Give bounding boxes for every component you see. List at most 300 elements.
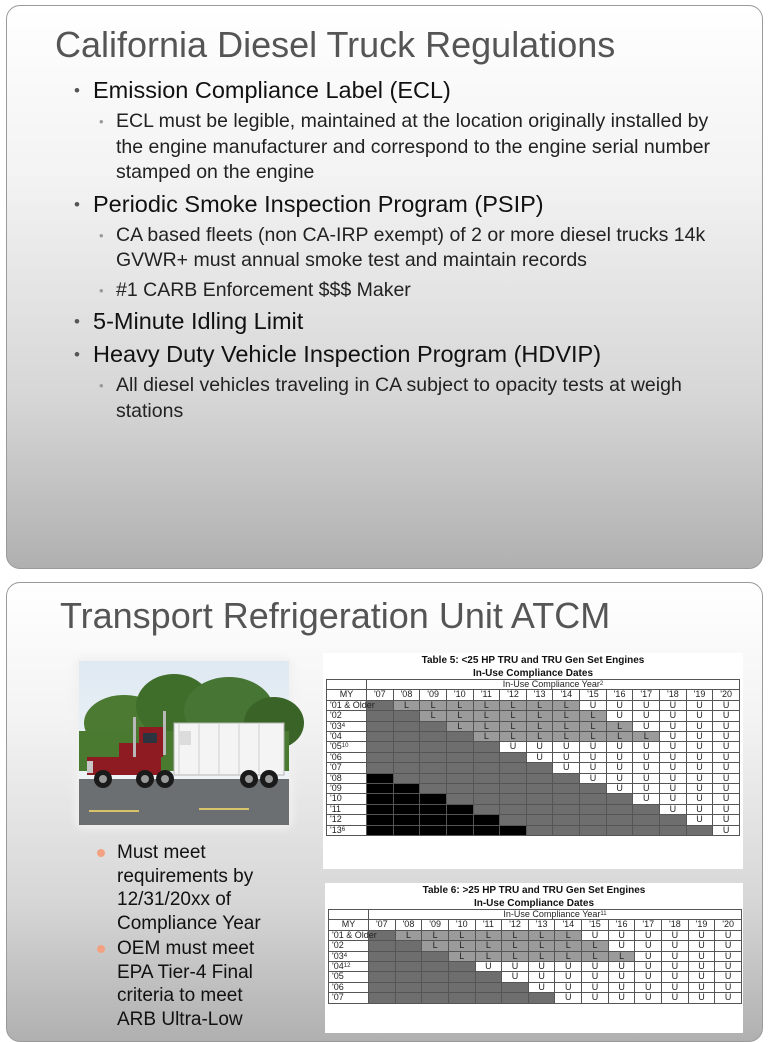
table-cell: U [555,982,582,992]
table-cell [369,982,396,992]
table-cell [395,962,422,972]
table-cell [580,794,607,804]
table-cell: U [715,941,742,951]
row-label [329,951,369,961]
table-cell: U [688,951,715,961]
table-cell: U [580,752,607,762]
table-cell [633,825,660,835]
table-cell: L [473,700,500,710]
table-cell: U [635,972,662,982]
table-cell [475,982,502,992]
table-cell: L [526,721,553,731]
table-cell [422,993,449,1003]
table-cell [420,763,447,773]
table-cell [420,752,447,762]
table-cell: U [715,962,742,972]
table-cell [502,993,529,1003]
row-label [329,941,369,951]
table-cell [393,742,420,752]
table-cell: U [633,784,660,794]
table-cell [422,951,449,961]
table-cell [393,763,420,773]
row-label-text: '02 [332,940,344,951]
table-cell [660,825,687,835]
table-cell: L [448,951,475,961]
table-cell [500,784,527,794]
table-cell [395,993,422,1003]
table-cell: U [660,700,687,710]
table-cell: L [502,930,529,940]
table-cell: U [713,711,740,721]
table-row [329,982,742,992]
table-cell [580,784,607,794]
table-cell [367,711,394,721]
compliance-table-5 [323,653,743,869]
table-cell: U [715,993,742,1003]
row-label [327,699,375,710]
table-cell [686,825,713,835]
header-blank [329,910,369,920]
column-header-year: '07 [369,920,396,930]
column-header-year: '19 [686,690,713,700]
table-cell [393,784,420,794]
table-cell [367,794,394,804]
table-cell [580,815,607,825]
table-cell [475,993,502,1003]
table-cell [420,804,447,814]
table-cell [420,721,447,731]
table-cell [473,825,500,835]
table-cell [420,773,447,783]
row-label [329,972,369,982]
table-cell [553,773,580,783]
table-cell: U [713,742,740,752]
table-cell [420,825,447,835]
table-cell: L [448,941,475,951]
table-cell: U [660,763,687,773]
row-label [329,993,369,1003]
table-cell [660,815,687,825]
row-label [327,732,367,742]
column-header-year: '20 [715,920,742,930]
sub-bullet-item: • ECL must be legible, maintained at the location originally installed by the engine manufacturer and correspond to the engine serial number stamped on the engine [71,109,721,186]
table-cell: U [686,711,713,721]
table-cell: L [395,930,422,940]
table-cell [500,773,527,783]
compliance-table-6 [325,883,743,1033]
table-row [327,763,740,773]
bullet-item: • Heavy Duty Vehicle Inspection Program (HDVIP) [71,340,721,369]
sub-bullet-item: • CA based fleets (non CA-IRP exempt) of 2 or more diesel trucks 14k GVWR+ must annual smoke test and maintain records [71,223,721,274]
table-cell: U [582,930,609,940]
table-cell: L [606,721,633,731]
row-label [327,752,367,762]
table-cell: U [606,742,633,752]
table-cell: U [662,941,689,951]
table-cell: L [420,700,447,710]
table-cell: U [662,930,689,940]
row-label-footnote: 4 [343,952,348,959]
row-label-text: '03 [332,950,344,961]
table-cell: L [555,951,582,961]
slide-tru-atcm [6,582,763,1042]
table-cell: L [526,711,553,721]
bullet-list [71,76,721,428]
table-row [327,794,740,804]
table-cell [473,804,500,814]
table-cell [500,825,527,835]
table-cell: U [580,700,607,710]
table-cell: L [475,930,502,940]
table-cell: L [420,711,447,721]
table-cell [367,763,394,773]
table-cell [420,732,447,742]
row-label [327,815,367,825]
header-text: In-Use Compliance Year [503,909,601,919]
table-row [329,962,742,972]
row-label-text: '06 [330,751,342,762]
table-cell: U [713,732,740,742]
table-cell [500,815,527,825]
table-cell [367,732,394,742]
table-title: Table 6: >25 HP TRU and TRU Gen Set Engines [422,885,646,896]
table-cell: U [660,721,687,731]
table-cell [446,732,473,742]
table-cell: L [608,951,635,961]
header-blank [327,680,367,690]
row-label-footnote: 10 [341,743,349,750]
table-cell: U [662,962,689,972]
column-header-year: '17 [635,920,662,930]
table-cell: L [553,711,580,721]
table-cell: U [633,763,660,773]
table-cell [367,815,394,825]
table-cell: U [633,742,660,752]
table-cell [606,804,633,814]
table-cell: U [686,721,713,731]
table-cell: L [500,700,527,710]
table-row [329,972,742,982]
table-cell: U [635,962,662,972]
column-header-year: '12 [502,920,529,930]
table-cell: U [633,773,660,783]
table-cell: U [580,742,607,752]
table-cell: L [553,721,580,731]
row-label-text: '05 [330,741,342,752]
table-cell: U [555,972,582,982]
table-row [327,732,740,742]
slide-title: Transport Refrigeration Unit ATCM [60,595,611,636]
column-header-year: '15 [580,690,607,700]
table-cell [393,711,420,721]
table-cell [395,982,422,992]
table-cell [473,815,500,825]
table-cell [367,742,394,752]
row-label [327,784,367,794]
table-cell: U [688,972,715,982]
table-cell [422,982,449,992]
column-header-year: '17 [633,690,660,700]
row-label-text: '13 [330,824,342,835]
table-cell: U [688,962,715,972]
table-cell [367,825,394,835]
column-header-year: '14 [555,920,582,930]
table-cell [393,804,420,814]
table-cell: L [473,711,500,721]
row-label-text: '07 [330,762,342,773]
header-text: In-Use Compliance Year [502,679,600,689]
table-title: Table 5: <25 HP TRU and TRU Gen Set Engines [421,655,645,666]
row-label-text: '01 & Older [332,929,377,940]
table-cell [393,794,420,804]
table-cell: U [502,962,529,972]
table-cell [446,773,473,783]
table-cell: L [555,930,582,940]
row-label-text: '01 & Older [330,699,375,710]
table-cell [446,763,473,773]
table-cell [473,752,500,762]
compliance-grid [326,679,740,836]
table-cell [446,794,473,804]
table-cell: U [582,982,609,992]
table-cell: U [553,752,580,762]
truck-photo [79,661,289,825]
table-cell [502,982,529,992]
table-cell: U [580,763,607,773]
header-compliance-year [367,680,740,690]
table-cell: U [713,794,740,804]
table-cell: U [686,794,713,804]
table-cell: U [528,972,555,982]
table-cell [475,972,502,982]
truck-illustration [79,661,289,825]
table-cell: L [528,941,555,951]
table-cell: U [686,700,713,710]
table-cell: L [446,711,473,721]
table-cell: L [422,930,449,940]
table-row [327,711,740,721]
table-cell [553,794,580,804]
table-cell: U [633,711,660,721]
column-header-year: '15 [582,920,609,930]
table-cell [553,804,580,814]
table-row [329,930,742,940]
row-label-footnote: 4 [341,722,346,729]
row-label [329,929,377,940]
table-cell: U [686,784,713,794]
table-cell [369,962,396,972]
row-label-text: '09 [330,783,342,794]
table-cell: U [475,962,502,972]
bullet-list [95,841,285,1033]
table-cell [367,773,394,783]
column-header-year: '09 [420,690,447,700]
column-header-year: '14 [553,690,580,700]
table-cell [526,773,553,783]
table-cell: U [686,773,713,783]
column-header-year: '13 [528,920,555,930]
table-cell [526,825,553,835]
table-cell: U [526,742,553,752]
row-label [327,763,367,773]
table-cell: L [526,732,553,742]
table-cell: U [688,982,715,992]
table-cell [420,794,447,804]
table-cell: L [448,930,475,940]
column-header-year: '19 [688,920,715,930]
column-header-year: '10 [448,920,475,930]
table-cell: L [393,700,420,710]
table-cell [422,962,449,972]
table-cell: U [635,993,662,1003]
table-cell: L [473,721,500,731]
table-cell [526,763,553,773]
column-header-year: '16 [608,920,635,930]
table-cell [580,825,607,835]
table-cell: U [660,742,687,752]
table-cell: U [606,711,633,721]
table-cell [393,815,420,825]
row-label-footnote: 6 [341,826,346,833]
table-cell: U [662,993,689,1003]
table-cell: L [582,951,609,961]
table-cell: U [660,773,687,783]
row-label [329,962,369,972]
table-cell [446,804,473,814]
table-cell: U [582,993,609,1003]
table-cell [395,941,422,951]
row-label-text: '07 [332,992,344,1003]
table-cell: U [713,721,740,731]
table-cell: L [500,732,527,742]
table-cell [448,962,475,972]
column-header-year: '11 [473,690,500,700]
table-cell: U [715,982,742,992]
table-cell: U [713,815,740,825]
table-cell [369,941,396,951]
row-label [327,804,367,814]
table-cell [367,752,394,762]
table-cell [633,815,660,825]
table-cell [369,951,396,961]
row-label-text: '02 [330,710,342,721]
bullet-item: • Periodic Smoke Inspection Program (PSIP) [71,190,721,219]
table-cell: U [688,930,715,940]
table-cell: U [582,972,609,982]
table-cell [580,804,607,814]
table-cell: U [633,794,660,804]
table-cell: U [633,752,660,762]
row-label-text: '03 [330,720,342,731]
table-cell: U [686,815,713,825]
table-cell: U [553,742,580,752]
table-row [327,773,740,783]
table-row [329,993,742,1003]
table-cell: L [580,721,607,731]
table-cell: U [662,972,689,982]
table-cell [606,794,633,804]
column-header-year: '10 [446,690,473,700]
table-cell: U [713,700,740,710]
table-cell: L [580,732,607,742]
table-row [327,815,740,825]
table-cell: L [446,700,473,710]
table-cell [446,742,473,752]
table-cell: U [662,951,689,961]
table-cell: L [502,951,529,961]
slide-title: California Diesel Truck Regulations [55,24,616,65]
table-cell: L [446,721,473,731]
table-cell: L [580,711,607,721]
table-cell [473,742,500,752]
bullet-item: Must meet requirements by 12/31/20xx of Compliance Year [95,841,285,935]
table-cell: U [608,972,635,982]
column-header-year: '08 [395,920,422,930]
table-cell: L [582,941,609,951]
table-cell: U [686,742,713,752]
table-cell: U [660,784,687,794]
table-cell: U [608,962,635,972]
table-cell [448,993,475,1003]
row-label [329,982,369,992]
table-cell: U [606,763,633,773]
row-label-text: '06 [332,981,344,992]
table-cell [420,815,447,825]
table-row [327,784,740,794]
column-header-year: '13 [526,690,553,700]
table-cell [446,825,473,835]
table-cell: L [555,941,582,951]
row-label [327,825,367,835]
table-cell [393,752,420,762]
table-cell [393,732,420,742]
table-row [327,825,740,835]
row-label [327,794,367,804]
table-cell [528,993,555,1003]
table-cell [420,784,447,794]
table-cell: U [660,794,687,804]
table-cell: U [555,993,582,1003]
table-cell [369,993,396,1003]
table-cell [500,763,527,773]
table-cell: U [635,930,662,940]
table-row [327,752,740,762]
header-footnote: 2 [599,681,604,687]
table-cell: U [635,941,662,951]
table-cell: U [688,941,715,951]
table-cell: U [608,930,635,940]
table-cell: U [606,773,633,783]
table-cell: U [528,982,555,992]
table-cell [393,773,420,783]
table-cell [446,815,473,825]
table-cell: U [660,752,687,762]
row-label-text: '05 [332,971,344,982]
table-cell: U [528,962,555,972]
table-cell: L [500,711,527,721]
table-cell: U [715,972,742,982]
table-cell: U [502,972,529,982]
sub-bullet-item: • All diesel vehicles traveling in CA subject to opacity tests at weigh stations [71,373,721,424]
table-cell: U [660,804,687,814]
table-cell: U [713,825,740,835]
table-cell [553,825,580,835]
table-cell [473,784,500,794]
table-cell: U [686,763,713,773]
table-cell [473,773,500,783]
table-cell [448,972,475,982]
table-cell: U [633,721,660,731]
